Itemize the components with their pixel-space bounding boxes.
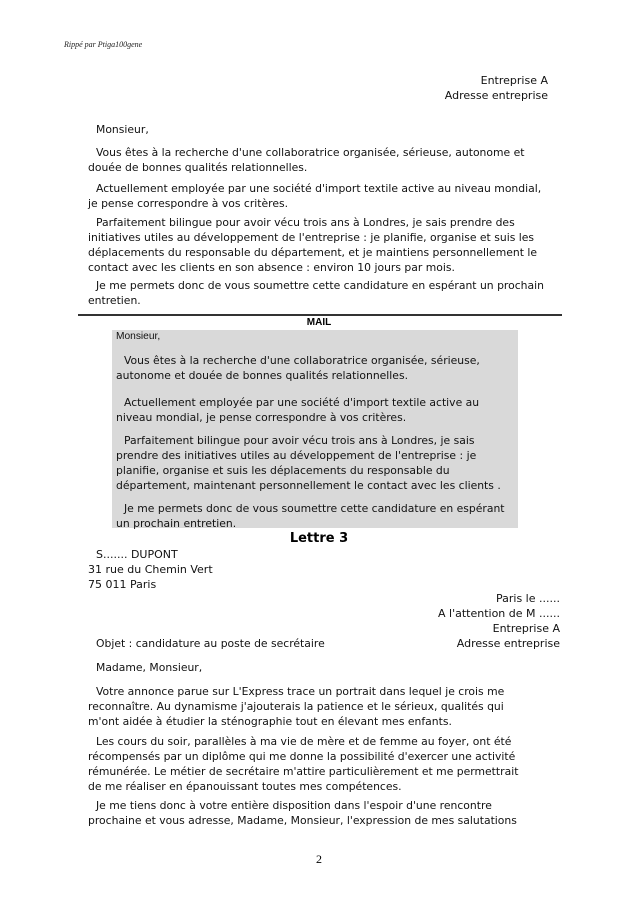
sender-line: 75 011 Paris — [88, 578, 157, 591]
subject-text: Objet : candidature au poste de secrétaire — [96, 637, 325, 650]
sender-line: S....... DUPONT — [96, 548, 178, 561]
letter-greeting — [88, 122, 550, 137]
letter-greeting — [88, 660, 550, 675]
paragraph-text: Parfaitement bilingue pour avoir vécu trois ans à Londres, je sais prendre des initiatives utiles au développement de l'entreprise : je planifie, organise et suis les déplacements du responsable du département, maintenant personnellement le contact avec les clients . — [116, 434, 501, 492]
attention-line: A l'attention de M ...... — [438, 607, 560, 620]
recipient-line: Entreprise A — [480, 74, 548, 87]
header-note: Rippé par Ptiga100gene — [64, 40, 143, 49]
recipient-block — [445, 73, 548, 103]
letter-paragraph — [88, 278, 550, 308]
letter-paragraph — [88, 798, 538, 828]
date-line: Paris le ...... — [496, 592, 560, 605]
paragraph-text: Les cours du soir, parallèles à ma vie de mère et de femme au foyer, ont été récompensés par un diplôme qui me donne la possibilité d'exercer une activité rémunérée. Le métier de secrétaire m'attire particulièrement et me permettrait de me réaliser en épanouissant toutes mes compétences. — [88, 735, 519, 793]
greeting-text: Monsieur, — [96, 123, 149, 136]
sender-line: 31 rue du Chemin Vert — [88, 563, 213, 576]
greeting-text: Madame, Monsieur, — [96, 661, 203, 674]
section-divider — [78, 314, 562, 316]
letter-paragraph — [88, 145, 536, 175]
paragraph-text: Vous êtes à la recherche d'une collaboratrice organisée, sérieuse, autonome et douée de bonnes qualités relationnelles. — [116, 354, 480, 382]
mail-greeting: Monsieur, — [116, 331, 161, 342]
mail-box — [112, 330, 518, 528]
letter-paragraph — [88, 684, 524, 729]
mail-paragraph — [116, 433, 512, 493]
mail-paragraph — [116, 353, 512, 383]
mail-label: MAIL — [306, 317, 332, 328]
paragraph-text: Vous êtes à la recherche d'une collaboratrice organisée, sérieuse, autonome et douée de bonnes qualités relationnelles. — [88, 146, 525, 174]
paragraph-text: Actuellement employée par une société d'import textile active au niveau mondial, je pense correspondre à vos critères. — [88, 182, 542, 210]
mail-paragraph — [116, 501, 512, 531]
paragraph-text: Je me permets donc de vous soumettre cette candidature en espérant un prochain entretien. — [88, 279, 544, 307]
page-number: 2 — [316, 852, 322, 866]
recipient-line: Adresse entreprise — [456, 637, 560, 650]
letter-paragraph — [88, 734, 526, 794]
paragraph-text: Votre annonce parue sur L'Express trace un portrait dans lequel je crois me reconnaître. Au dynamisme j'ajouterais la patience et le sérieux, qualités qui m'ont aidée à étudier la sténographie tout en élevant mes enfants. — [88, 685, 505, 728]
letter-subject — [88, 636, 550, 651]
letter-paragraph — [88, 181, 550, 211]
paragraph-text: Parfaitement bilingue pour avoir vécu trois ans à Londres, je sais prendre des initiatives utiles au développement de l'entreprise : je planifie, organise et suis les déplacements du responsable du département, et je maintiens personnellement le contact avec les clients en son absence : environ 10 jours par mois. — [88, 216, 537, 274]
paragraph-text: Je me tiens donc à votre entière disposition dans l'espoir d'une rencontre prochaine et vous adresse, Madame, Monsieur, l'expression de mes salutations — [88, 799, 517, 827]
letter-paragraph — [88, 215, 542, 275]
paragraph-text: Actuellement employée par une société d'import textile active au niveau mondial, je pense correspondre à vos critères. — [116, 396, 480, 424]
recipient-line: Adresse entreprise — [444, 89, 548, 102]
sender-block — [88, 547, 213, 592]
paragraph-text: Je me permets donc de vous soumettre cette candidature en espérant un prochain entretien. — [116, 502, 505, 530]
recipient-line: Entreprise A — [492, 622, 560, 635]
letter-title: Lettre 3 — [289, 531, 349, 546]
mail-paragraph — [116, 395, 512, 425]
